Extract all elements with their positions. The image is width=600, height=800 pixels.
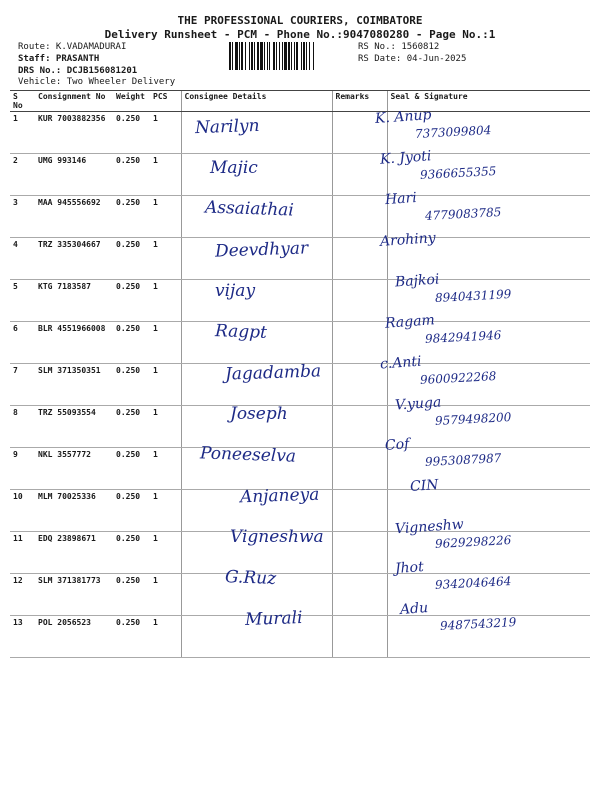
row-sno: 11 <box>10 532 35 574</box>
vehicle-label: Vehicle: Two Wheeler Delivery <box>18 77 176 87</box>
handwritten-signature: Arohiny <box>379 230 437 250</box>
row-pcs: 1 <box>150 406 181 448</box>
row-consignment-no: TRZ 335304667 <box>35 238 113 280</box>
row-consignment-no: NKL 3557772 <box>35 448 113 490</box>
handwritten-signature: c.Anti <box>379 353 423 373</box>
row-weight: 0.250 <box>113 406 150 448</box>
row-consignment-no: KUR 7003882356 <box>35 112 113 154</box>
row-consignment-no: UMG 993146 <box>35 154 113 196</box>
handwritten-consignee-name: Vigneshwa <box>230 527 324 547</box>
handwritten-consignee-name: vijay <box>215 281 256 301</box>
table-row <box>10 196 590 238</box>
row-consignment-no: EDQ 23898671 <box>35 532 113 574</box>
handwritten-phone: 9629298226 <box>434 533 512 551</box>
row-remarks-cell <box>332 532 387 574</box>
handwritten-signature: V.yuga <box>394 394 442 414</box>
handwritten-signature: K. Anup <box>374 107 432 127</box>
handwritten-signature: Bajkoi <box>394 271 440 291</box>
row-weight: 0.250 <box>113 238 150 280</box>
row-remarks-cell <box>332 448 387 490</box>
row-weight: 0.250 <box>113 490 150 532</box>
row-weight: 0.250 <box>113 532 150 574</box>
row-weight: 0.250 <box>113 448 150 490</box>
row-pcs: 1 <box>150 196 181 238</box>
handwritten-phone: 9842941946 <box>424 328 502 346</box>
handwritten-signature: Hari <box>384 189 418 209</box>
handwritten-phone: 9487543219 <box>439 615 517 633</box>
row-weight: 0.250 <box>113 616 150 658</box>
handwritten-consignee-name: Murali <box>244 608 303 630</box>
row-remarks-cell <box>332 238 387 280</box>
row-remarks-cell <box>332 616 387 658</box>
row-weight: 0.250 <box>113 112 150 154</box>
table-row <box>10 154 590 196</box>
col-consignment: Consignment No <box>35 91 113 112</box>
handwritten-consignee-name: Anjaneya <box>239 484 320 508</box>
row-remarks-cell <box>332 574 387 616</box>
row-consignment-no: MLM 70025336 <box>35 490 113 532</box>
row-consignment-no: POL 2056523 <box>35 616 113 658</box>
row-pcs: 1 <box>150 112 181 154</box>
row-sno: 3 <box>10 196 35 238</box>
row-pcs: 1 <box>150 154 181 196</box>
row-pcs: 1 <box>150 322 181 364</box>
row-consignment-no: TRZ 55093554 <box>35 406 113 448</box>
handwritten-signature: Adu <box>399 600 429 618</box>
col-remarks: Remarks <box>332 91 387 112</box>
row-consignment-no: SLM 371350351 <box>35 364 113 406</box>
row-remarks-cell <box>332 196 387 238</box>
row-sno: 7 <box>10 364 35 406</box>
row-sno: 12 <box>10 574 35 616</box>
row-weight: 0.250 <box>113 574 150 616</box>
row-sno: 4 <box>10 238 35 280</box>
handwritten-consignee-name: Majic <box>210 158 258 178</box>
row-sno: 10 <box>10 490 35 532</box>
row-pcs: 1 <box>150 238 181 280</box>
handwritten-consignee-name: Deevdhyar <box>214 238 309 262</box>
row-sno: 2 <box>10 154 35 196</box>
table-header-row <box>10 91 590 112</box>
handwritten-signature: Vigneshw <box>394 516 465 538</box>
row-weight: 0.250 <box>113 322 150 364</box>
handwritten-signature: CIN <box>409 477 440 495</box>
route-label: Route: K.VADAMADURAI <box>18 42 127 52</box>
handwritten-signature: Ragam <box>384 312 436 332</box>
handwritten-signature: K. Jyoti <box>379 148 432 168</box>
handwritten-consignee-name: Assaiathai <box>204 197 295 221</box>
handwritten-consignee-name: Poneeselva <box>199 443 297 467</box>
row-weight: 0.250 <box>113 280 150 322</box>
col-consignee: Consignee Details <box>181 91 332 112</box>
row-consignment-no: SLM 371381773 <box>35 574 113 616</box>
row-sno: 6 <box>10 322 35 364</box>
row-weight: 0.250 <box>113 364 150 406</box>
row-remarks-cell <box>332 280 387 322</box>
row-pcs: 1 <box>150 532 181 574</box>
handwritten-consignee-name: Ragpt <box>214 321 268 343</box>
handwritten-phone: 9342046464 <box>434 574 512 592</box>
row-consignment-no: BLR 4551966008 <box>35 322 113 364</box>
document-title: THE PROFESSIONAL COURIERS, COIMBATORE <box>177 14 423 27</box>
table-row <box>10 112 590 154</box>
handwritten-phone: 4779083785 <box>424 205 502 223</box>
row-remarks-cell <box>332 490 387 532</box>
handwritten-phone: 9600922268 <box>419 369 497 387</box>
rs-date: RS Date: 04-Jun-2025 <box>358 54 467 64</box>
row-sno: 1 <box>10 112 35 154</box>
row-pcs: 1 <box>150 616 181 658</box>
row-remarks-cell <box>332 154 387 196</box>
row-sno: 8 <box>10 406 35 448</box>
row-consignment-no: MAA 945556692 <box>35 196 113 238</box>
handwritten-phone: 9953087987 <box>424 451 502 469</box>
table-row <box>10 322 590 364</box>
staff-label: Staff: PRASANTH <box>18 54 100 64</box>
row-weight: 0.250 <box>113 154 150 196</box>
handwritten-phone: 8940431199 <box>434 287 512 305</box>
table-row <box>10 448 590 490</box>
handwritten-signature: Cof <box>384 436 410 454</box>
handwritten-consignee-name: Joseph <box>230 404 288 424</box>
row-consignee-cell <box>181 280 332 322</box>
row-sno: 5 <box>10 280 35 322</box>
col-pcs: PCS <box>150 91 181 112</box>
row-pcs: 1 <box>150 364 181 406</box>
row-sno: 9 <box>10 448 35 490</box>
row-pcs: 1 <box>150 490 181 532</box>
row-remarks-cell <box>332 406 387 448</box>
barcode <box>229 42 355 70</box>
col-seal: Seal & Signature <box>387 91 590 112</box>
handwritten-consignee-name: Narilyn <box>194 115 260 139</box>
handwritten-consignee-name: Jagadamba <box>224 361 322 385</box>
handwritten-phone: 7373099804 <box>414 123 492 141</box>
handwritten-signature: Jhot <box>394 559 425 577</box>
row-sno: 13 <box>10 616 35 658</box>
row-weight: 0.250 <box>113 196 150 238</box>
drs-number: DRS No.: DCJB156081201 <box>18 66 138 76</box>
row-pcs: 1 <box>150 574 181 616</box>
row-remarks-cell <box>332 364 387 406</box>
handwritten-phone: 9366655355 <box>419 164 497 182</box>
row-pcs: 1 <box>150 448 181 490</box>
row-consignment-no: KTG 7183587 <box>35 280 113 322</box>
handwritten-phone: 9579498200 <box>434 410 512 428</box>
col-weight: Weight <box>113 91 150 112</box>
rs-number: RS No.: 1560812 <box>358 42 440 52</box>
col-sno: S No <box>10 91 35 112</box>
row-pcs: 1 <box>150 280 181 322</box>
document-subtitle: Delivery Runsheet - PCM - Phone No.:9047080280 - Page No.:1 <box>104 28 496 41</box>
handwritten-consignee-name: G.Ruz <box>224 567 277 589</box>
